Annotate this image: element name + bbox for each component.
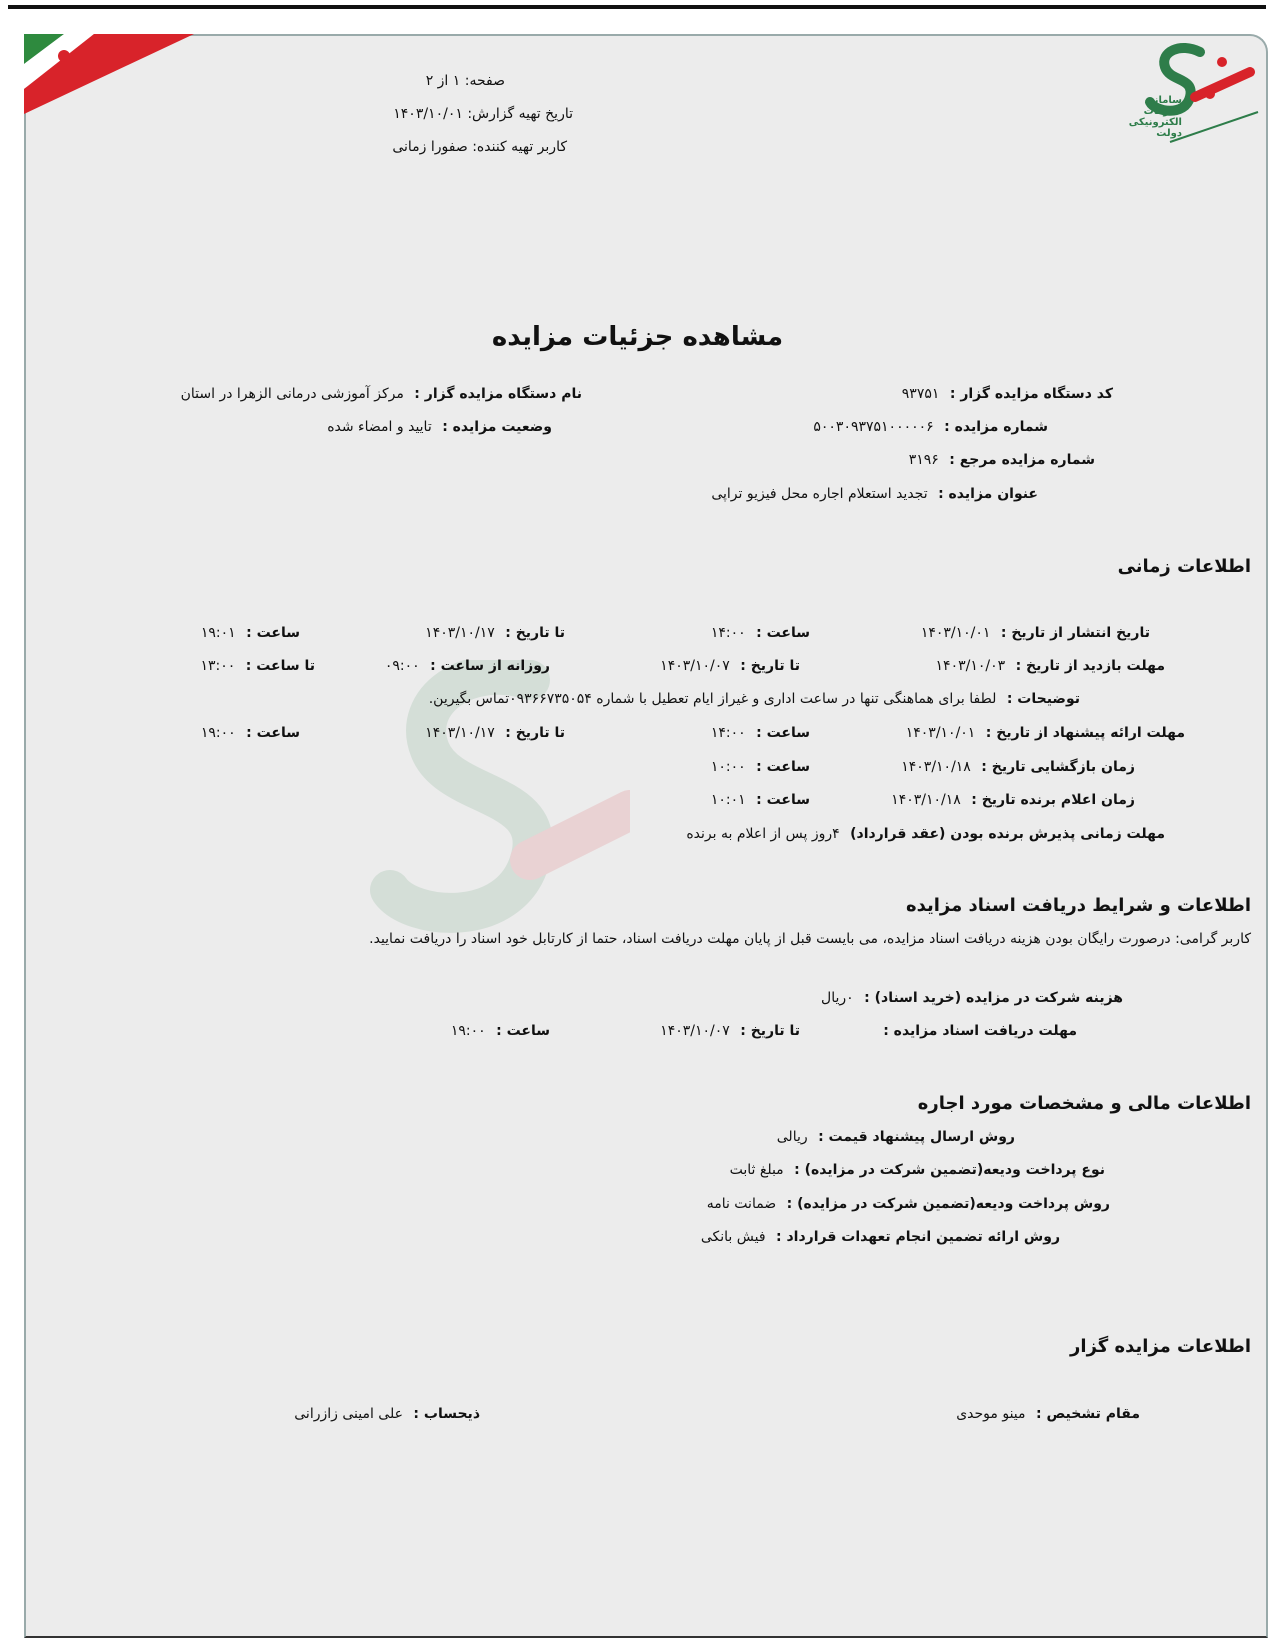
logo-text: سامانه تدارکات الکترونیکی دولت: [1128, 95, 1182, 139]
publish-to-time: ساعت : ۱۹:۰۱: [200, 625, 300, 641]
authority: مقام تشخیص : مینو موحدی: [956, 1406, 1140, 1422]
report-preparer: کاربر تهیه کننده: صفورا زمانی: [392, 139, 567, 155]
flag-ribbon-icon: [24, 34, 214, 124]
price-offer-method: روش ارسال پیشنهاد قیمت : ریالی: [776, 1129, 1015, 1145]
winner-date: زمان اعلام برنده تاریخ : ۱۴۰۳/۱۰/۱۸: [891, 792, 1135, 808]
offer-from: مهلت ارائه پیشنهاد از تاریخ : ۱۴۰۳/۱۰/۰۱: [905, 725, 1185, 741]
visit-daily-from: روزانه از ساعت : ۰۹:۰۰: [384, 658, 550, 674]
section-title-timing: اطلاعات زمانی: [1117, 556, 1251, 577]
document-deadline-label: مهلت دریافت اسناد مزایده :: [883, 1023, 1077, 1039]
org-code: کد دستگاه مزایده گزار : ۹۳۷۵۱: [901, 386, 1113, 402]
section-title-documents: اطلاعات و شرایط دریافت اسناد مزایده: [905, 895, 1251, 916]
deposit-type: نوع پرداخت ودیعه(تضمین شرکت در مزایده) : مبلغ ثابت: [729, 1162, 1105, 1178]
opening-time: ساعت : ۱۰:۰۰: [710, 759, 810, 775]
winner-time: ساعت : ۱۰:۰۱: [710, 792, 810, 808]
document-fee: هزینه شرکت در مزایده (خرید اسناد) : ۰ریال: [821, 990, 1123, 1006]
opening-date: زمان بازگشایی تاریخ : ۱۴۰۳/۱۰/۱۸: [901, 759, 1135, 775]
page-number: صفحه: ۱ از ۲: [425, 73, 505, 89]
publish-from: تاریخ انتشار از تاریخ : ۱۴۰۳/۱۰/۰۱: [920, 625, 1150, 641]
visit-daily-to: تا ساعت : ۱۳:۰۰: [200, 658, 315, 674]
guarantee-method: روش ارائه تضمین انجام تعهدات قرارداد : فیش بانکی: [700, 1229, 1060, 1245]
accountant: ذیحساب : علی امینی زازرانی: [294, 1406, 480, 1422]
auction-number: شماره مزایده : ۵۰۰۳۰۹۳۷۵۱۰۰۰۰۰۶: [813, 419, 1048, 435]
section-title-auctioneer: اطلاعات مزایده گزار: [1070, 1336, 1251, 1357]
auction-status: وضعیت مزایده : تایید و امضاء شده: [327, 419, 552, 435]
page-title: مشاهده جزئیات مزایده: [491, 322, 784, 352]
document-deadline-time: ساعت : ۱۹:۰۰: [450, 1023, 550, 1039]
acceptance-deadline: مهلت زمانی پذیرش برنده بودن (عقد قرارداد) ۴روز پس از اعلام به برنده: [686, 826, 1165, 842]
auction-subject: عنوان مزایده : تجدید استعلام اجاره محل فیزیو تراپی: [711, 486, 1038, 502]
report-date: تاریخ تهیه گزارش: ۱۴۰۳/۱۰/۰۱: [393, 106, 573, 122]
timing-notes: توضیحات : لطفا برای هماهنگی تنها در ساعت اداری و غیراز ایام تعطیل با شماره ۰۹۳۶۶۷۳۵۰۵۴تماس بگیرین.: [428, 691, 1080, 707]
top-border: [8, 5, 1266, 9]
documents-notice: کاربر گرامی: درصورت رایگان بودن هزینه دریافت اسناد مزایده، می بایست قبل از پایان مهلت دریافت اسناد، حتما از کارتابل خود اسناد را دریافت نمایید.: [369, 931, 1251, 947]
publish-from-time: ساعت : ۱۴:۰۰: [710, 625, 810, 641]
document-deadline-date: تا تاریخ : ۱۴۰۳/۱۰/۰۷: [660, 1023, 800, 1039]
publish-to: تا تاریخ : ۱۴۰۳/۱۰/۱۷: [425, 625, 565, 641]
offer-from-time: ساعت : ۱۴:۰۰: [710, 725, 810, 741]
section-title-financial: اطلاعات مالی و مشخصات مورد اجاره: [917, 1093, 1251, 1114]
offer-to: تا تاریخ : ۱۴۰۳/۱۰/۱۷: [425, 725, 565, 741]
deposit-method: روش پرداخت ودیعه(تضمین شرکت در مزایده) : ضمانت نامه: [706, 1196, 1110, 1212]
reference-number: شماره مزایده مرجع : ۳۱۹۶: [908, 452, 1095, 468]
offer-to-time: ساعت : ۱۹:۰۰: [200, 725, 300, 741]
visit-from: مهلت بازدید از تاریخ : ۱۴۰۳/۱۰/۰۳: [935, 658, 1165, 674]
org-name: نام دستگاه مزایده گزار : مرکز آموزشی درمانی الزهرا در استان: [180, 386, 582, 402]
visit-to: تا تاریخ : ۱۴۰۳/۱۰/۰۷: [660, 658, 800, 674]
